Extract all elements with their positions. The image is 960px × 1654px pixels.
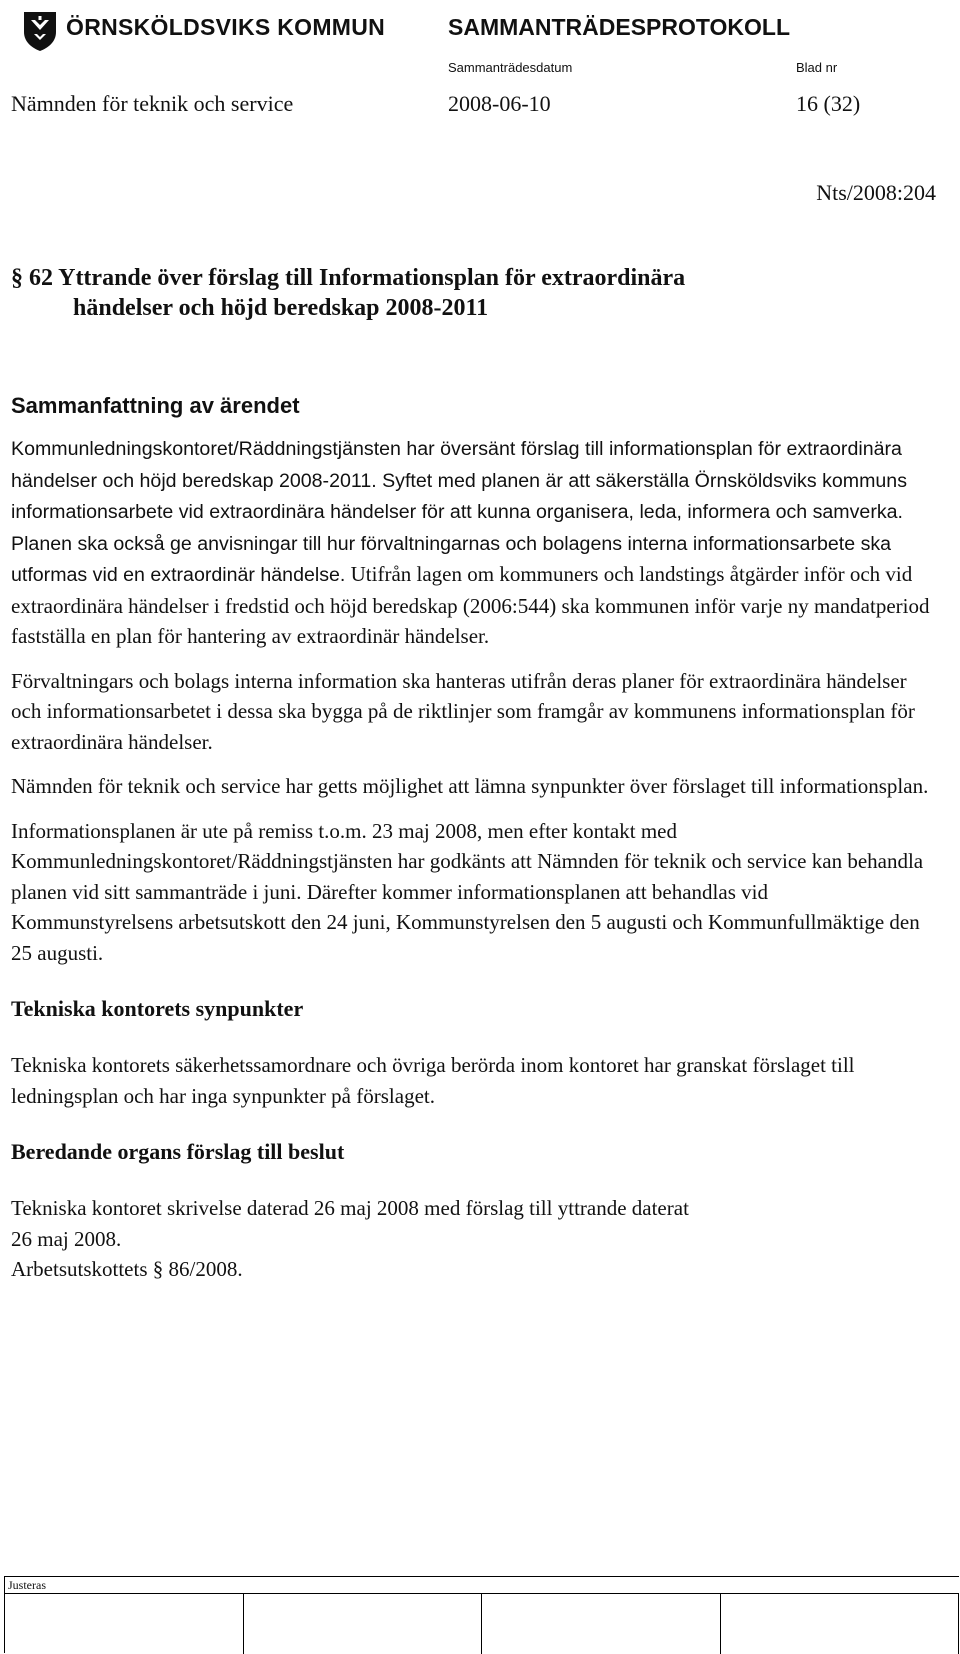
proposal-line-3-prefix: Arbetsutskottets xyxy=(11,1257,148,1281)
proposal-line-3-value: 86/2008. xyxy=(168,1257,243,1281)
technical-office-heading: Tekniska kontorets synpunkter xyxy=(11,996,304,1021)
committee-name: Nämnden för teknik och service xyxy=(11,91,294,116)
document-type: SAMMANTRÄDESPROTOKOLL xyxy=(448,14,791,40)
page-number: 16 (32) xyxy=(796,91,861,116)
justeras-label: Justeras xyxy=(8,1578,46,1592)
technical-office-paragraph: Tekniska kontorets säkerhetssamordnare och övriga berörda inom kontoret har granskat förslaget till ledningsplan och har inga synpunkter på förslaget. xyxy=(11,1053,855,1108)
item-title-line1: 62 Yttrande över förslag till Informationsplan för extraordinära xyxy=(29,265,686,291)
summary-paragraph-4: Informationsplanen är ute på remiss t.o.m. 23 maj 2008, men efter kontakt med Kommunledningskontoret/Räddningstjänsten har godkänts att Nämnden för teknik och service kan behandla planen vid sitt sammanträde i juni. Därefter kommer informationsplanen att behandlas vid Kommunstyrelsens arbetsutskott den 24 juni, Kommunstyrelsen den 5 augusti och Kommunfullmäktige den 25 augusti. xyxy=(11,818,924,965)
item-title-line2: händelser och höjd beredskap 2008-2011 xyxy=(73,295,489,321)
justeras-table xyxy=(4,1576,959,1653)
municipality-logo-icon xyxy=(20,8,60,52)
protocol-body xyxy=(11,393,931,1285)
signature-row xyxy=(5,1593,959,1654)
item-title xyxy=(11,263,911,323)
proposal-line-2: 26 maj 2008. xyxy=(11,1226,122,1251)
paragraph-symbol: § xyxy=(152,1257,164,1281)
proposal-heading: Beredande organs förslag till beslut xyxy=(11,1139,345,1164)
summary-paragraph-1 xyxy=(11,433,931,652)
signature-cell xyxy=(5,1594,244,1654)
summary-heading: Sammanfattning av ärendet xyxy=(11,393,300,418)
paragraph-symbol: § xyxy=(11,265,23,291)
case-reference: Nts/2008:204 xyxy=(816,180,936,205)
proposal-paragraph xyxy=(11,1193,931,1285)
meeting-date-label: Sammanträdesdatum xyxy=(448,60,573,75)
organization-name: ÖRNSKÖLDSVIKS KOMMUN xyxy=(66,14,386,40)
summary-paragraph-3: Nämnden för teknik och service har getts möjlighet att lämna synpunkter över förslaget till informationsplan. xyxy=(11,774,929,798)
proposal-line-1: Tekniska kontoret skrivelse daterad 26 maj 2008 med förslag till yttrande daterat xyxy=(11,1196,689,1220)
summary-paragraph-2: Förvaltningars och bolags interna information ska hanteras utifrån deras planer för extraordinära händelser och informationsarbetet i dessa ska bygga på de riktlinjer som framgår av kommunens informationsplan för extraordinära händelser. xyxy=(11,668,915,754)
signature-cell xyxy=(244,1594,483,1654)
signature-cell xyxy=(721,1594,960,1654)
summary-paragraph-1-sans: Kommunledningskontoret/Räddningstjänsten har översänt förslag till informationsplan för extraordinära händelser och höjd beredskap 2008-2011. Syftet med planen är att säkerställa Örnsköldsviks kommuns informationsarbete vid extraordinära händelser för att kunna organisera, leda, informera och samverka. Planen ska också ge anvisningar till hur förvaltningarnas och bolagens interna informationsarbete ska utformas vid en extraordinär händelse. xyxy=(11,438,907,586)
page-number-label: Blad nr xyxy=(796,60,838,75)
meeting-date: 2008-06-10 xyxy=(448,91,551,116)
signature-cell xyxy=(482,1594,721,1654)
summary-paragraph-1-serif: Utifrån lagen om kommuners och landstings åtgärder inför och vid extraordinära händelser i fredstid och höjd beredskap (2006:544) ska kommunen inför varje ny mandatperiod fastställa en plan för hantering av extraordinär händelser. xyxy=(11,562,930,648)
